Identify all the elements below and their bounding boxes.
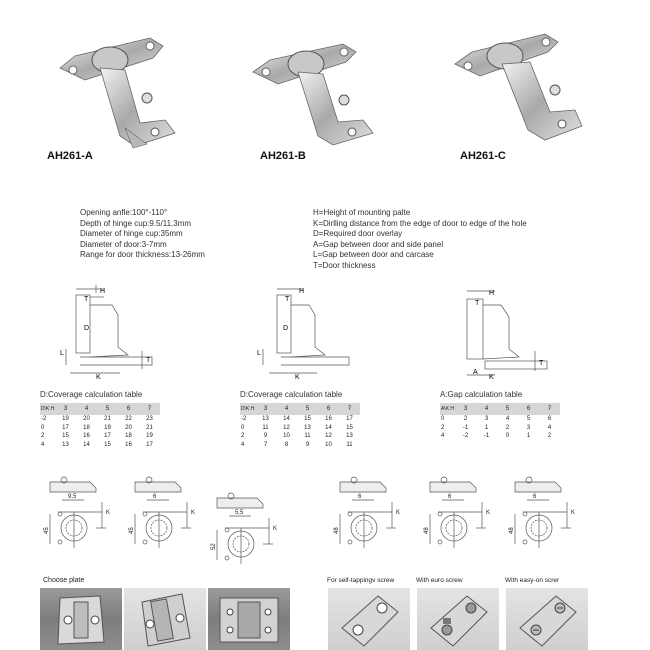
table-cell: 2 <box>547 433 552 440</box>
table-1-title: D:Coverage calculation table <box>40 390 143 399</box>
caption-self-tapping: For self-tappingv screw <box>327 577 395 584</box>
table-cell: -1 <box>462 424 469 431</box>
legend-l: L=Gap between door and carcase <box>313 250 434 260</box>
table-cell: 2 <box>505 424 510 431</box>
table-column-header: 7 <box>139 403 160 415</box>
table-cell: 17 <box>104 433 111 440</box>
table-column-header: 5 <box>497 403 518 415</box>
table-cell: 17 <box>146 441 153 448</box>
table-header-row <box>240 403 360 415</box>
table-corner-cell: D\K H <box>40 403 55 415</box>
table-cell: 15 <box>62 433 69 440</box>
cup-drawing <box>125 472 205 562</box>
table-row-header: 2 <box>441 424 445 431</box>
table-row <box>440 424 560 433</box>
cup-drawing <box>420 472 500 562</box>
table-cell: 14 <box>325 424 332 431</box>
legend-a: A=Gap between door and side panel <box>313 239 444 249</box>
table-corner-cell: D\K H <box>240 403 255 415</box>
table-3-title: A:Gap calculation table <box>440 390 523 399</box>
caption-easy-on: With easy-on screr <box>505 577 560 584</box>
table-cell: 12 <box>325 433 332 440</box>
table-header-row <box>440 403 560 415</box>
table-cell: 15 <box>304 416 311 423</box>
cup-side-dimension: 48 <box>509 527 515 534</box>
legend-d: D=Required door overlay <box>313 229 403 239</box>
table-cell: 13 <box>62 441 69 448</box>
table-cell: 9 <box>263 433 268 440</box>
table-column-header: 4 <box>76 403 97 415</box>
spec-list <box>80 208 205 261</box>
table-column-header: 4 <box>276 403 297 415</box>
table-row-header: 2 <box>41 433 45 440</box>
table-row <box>40 432 160 441</box>
diag3-h-label: H <box>489 290 495 297</box>
legend-k: K=Dirlling distance from the edge of door to edge of the hole <box>313 218 527 228</box>
diag2-h-label: H <box>299 288 305 295</box>
diag1-d-label: D <box>84 325 90 332</box>
spec-door-thickness: Range for door thickness:13-26mm <box>80 250 205 260</box>
table-cell: 0 <box>505 433 510 440</box>
cup-k-label: K <box>396 510 401 516</box>
spec-cup-diameter: Diameter of hinge cup:35mm <box>80 229 183 239</box>
table-cell: -2 <box>462 433 469 440</box>
table-cell: 4 <box>505 416 510 423</box>
table-row-header: 0 <box>41 424 45 431</box>
diag1-t-label: T <box>84 296 89 303</box>
table-cell: 3 <box>484 416 489 423</box>
table-cell: 5 <box>526 416 531 423</box>
table-1 <box>40 403 160 449</box>
cup-top-dimension: 6 <box>358 494 362 500</box>
table-cell: 7 <box>263 441 268 448</box>
table-column-header: 7 <box>339 403 360 415</box>
table-cell: 3 <box>526 424 531 431</box>
table-cell: 8 <box>284 441 289 448</box>
plate-photo-4 <box>328 588 410 650</box>
table-column-header: 3 <box>255 403 276 415</box>
plate-photo-6 <box>506 588 588 650</box>
table-row <box>240 424 360 433</box>
table-column-header: 6 <box>118 403 139 415</box>
table-column-header: 3 <box>55 403 76 415</box>
table-cell: 10 <box>325 441 332 448</box>
diag3-k-label: K <box>489 374 494 381</box>
table-row-header: 4 <box>41 441 45 448</box>
model-label-a: AH261-A <box>47 150 93 162</box>
cup-side-dimension: 52 <box>211 543 217 550</box>
table-cell: 17 <box>346 416 353 423</box>
table-row-header: 4 <box>241 441 245 448</box>
table-cell: 21 <box>146 424 153 431</box>
table-row-header: 4 <box>441 433 445 440</box>
overlay-diagram-full <box>60 285 160 380</box>
cup-drawing <box>330 472 410 562</box>
table-cell: 14 <box>83 441 90 448</box>
table-cell: 15 <box>346 424 353 431</box>
table-cell: 1 <box>484 424 489 431</box>
table-cell: 10 <box>283 433 290 440</box>
cup-k-label: K <box>191 510 196 516</box>
diag3-t-label: T <box>475 300 480 307</box>
diag1-k-label: K <box>96 374 101 381</box>
cup-side-dimension: 48 <box>424 527 430 534</box>
table-header-row <box>40 403 160 415</box>
table-cell: 16 <box>83 433 90 440</box>
table-row <box>440 432 560 441</box>
cup-top-dimension: 6 <box>533 494 537 500</box>
table-2 <box>240 403 360 449</box>
caption-euro-screw: With euro screw <box>416 577 463 584</box>
table-cell: 12 <box>283 424 290 431</box>
table-cell: 18 <box>125 433 132 440</box>
cup-k-label: K <box>106 510 111 516</box>
table-row-header: -2 <box>41 416 47 423</box>
table-cell: -1 <box>483 433 490 440</box>
table-column-header: 6 <box>318 403 339 415</box>
plate-photo-3 <box>208 588 290 650</box>
table-cell: 22 <box>125 416 132 423</box>
table-cell: 21 <box>104 416 111 423</box>
table-cell: 19 <box>104 424 111 431</box>
table-row <box>240 432 360 441</box>
diag2-d-label: D <box>283 325 289 332</box>
diag3-t2-label: T <box>539 360 544 367</box>
table-cell: 20 <box>125 424 132 431</box>
table-corner-cell: A\K H <box>440 403 455 415</box>
table-column-header: 6 <box>518 403 539 415</box>
table-column-header: 5 <box>97 403 118 415</box>
legend-t: T=Door thickness <box>313 260 376 270</box>
table-cell: 19 <box>62 416 69 423</box>
table-row-header: 2 <box>241 433 245 440</box>
table-row <box>40 415 160 424</box>
legend-h: H=Height of mounting palte <box>313 208 411 217</box>
table-cell: 16 <box>325 416 332 423</box>
overlay-diagram-half <box>255 285 355 380</box>
spec-door-diameter: Diameter of door:3-7mm <box>80 239 167 249</box>
cup-top-dimension: 6 <box>448 494 452 500</box>
cup-k-label: K <box>571 510 576 516</box>
hinge-image-b <box>248 30 393 150</box>
table-column-header: 7 <box>539 403 560 415</box>
cup-drawing <box>40 472 120 562</box>
table-3 <box>440 403 560 441</box>
inset-diagram <box>455 285 555 380</box>
model-label-c: AH261-C <box>460 150 506 162</box>
cup-k-label: K <box>273 526 278 532</box>
table-cell: 13 <box>304 424 311 431</box>
table-cell: 1 <box>526 433 531 440</box>
spec-opening-angle: Opening anfle:100°-110° <box>80 208 168 217</box>
cup-drawing <box>207 488 287 578</box>
cup-side-dimension: 45 <box>129 527 135 534</box>
diag1-h-label: H <box>100 288 106 295</box>
table-cell: 16 <box>125 441 132 448</box>
hinge-image-a <box>55 28 200 153</box>
hinge-image-c <box>450 22 595 147</box>
table-cell: 18 <box>83 424 90 431</box>
cup-top-dimension: 6 <box>153 494 157 500</box>
diag1-l-label: L <box>60 350 64 357</box>
table-cell: 11 <box>262 424 269 431</box>
caption-choose-plate: Choose plate <box>43 577 85 584</box>
cup-side-dimension: 45 <box>44 527 50 534</box>
model-label-b: AH261-B <box>260 150 306 162</box>
diag2-k-label: K <box>295 374 300 381</box>
diag1-t2-label: T <box>146 357 151 364</box>
table-column-header: 5 <box>297 403 318 415</box>
cup-top-dimension: 9.5 <box>68 494 77 500</box>
diag2-l-label: L <box>257 350 261 357</box>
spec-cup-depth: Depth of hinge cup:9.5/11.3mm <box>80 218 192 228</box>
table-row <box>40 441 160 450</box>
table-cell: 15 <box>104 441 111 448</box>
table-cell: 6 <box>547 416 552 423</box>
cup-top-dimension: 5.5 <box>235 510 244 516</box>
table-cell: 2 <box>463 416 468 423</box>
table-2-title: D:Coverage calculation table <box>240 390 343 399</box>
table-cell: 17 <box>62 424 69 431</box>
table-row-header: 0 <box>241 424 245 431</box>
table-row <box>40 424 160 433</box>
cup-side-dimension: 48 <box>334 527 340 534</box>
plate-photo-1 <box>40 588 122 650</box>
table-cell: 13 <box>346 433 353 440</box>
table-row-header: 0 <box>441 416 445 423</box>
table-cell: 14 <box>283 416 290 423</box>
table-cell: 11 <box>346 441 353 448</box>
table-row <box>240 415 360 424</box>
diag3-a-label: A <box>473 369 478 376</box>
cup-drawing <box>505 472 585 562</box>
legend-list <box>313 208 527 272</box>
table-row <box>440 415 560 424</box>
table-cell: 19 <box>146 433 153 440</box>
cup-k-label: K <box>486 510 491 516</box>
table-column-header: 4 <box>476 403 497 415</box>
table-row-header: -2 <box>241 416 247 423</box>
plate-photo-2 <box>124 588 206 650</box>
table-column-header: 3 <box>455 403 476 415</box>
plate-photo-5 <box>417 588 499 650</box>
table-cell: 11 <box>304 433 311 440</box>
table-cell: 20 <box>83 416 90 423</box>
table-cell: 4 <box>547 424 552 431</box>
table-cell: 23 <box>146 416 153 423</box>
table-row <box>240 441 360 450</box>
table-cell: 9 <box>305 441 310 448</box>
diag2-t-label: T <box>285 296 290 303</box>
table-cell: 13 <box>262 416 269 423</box>
